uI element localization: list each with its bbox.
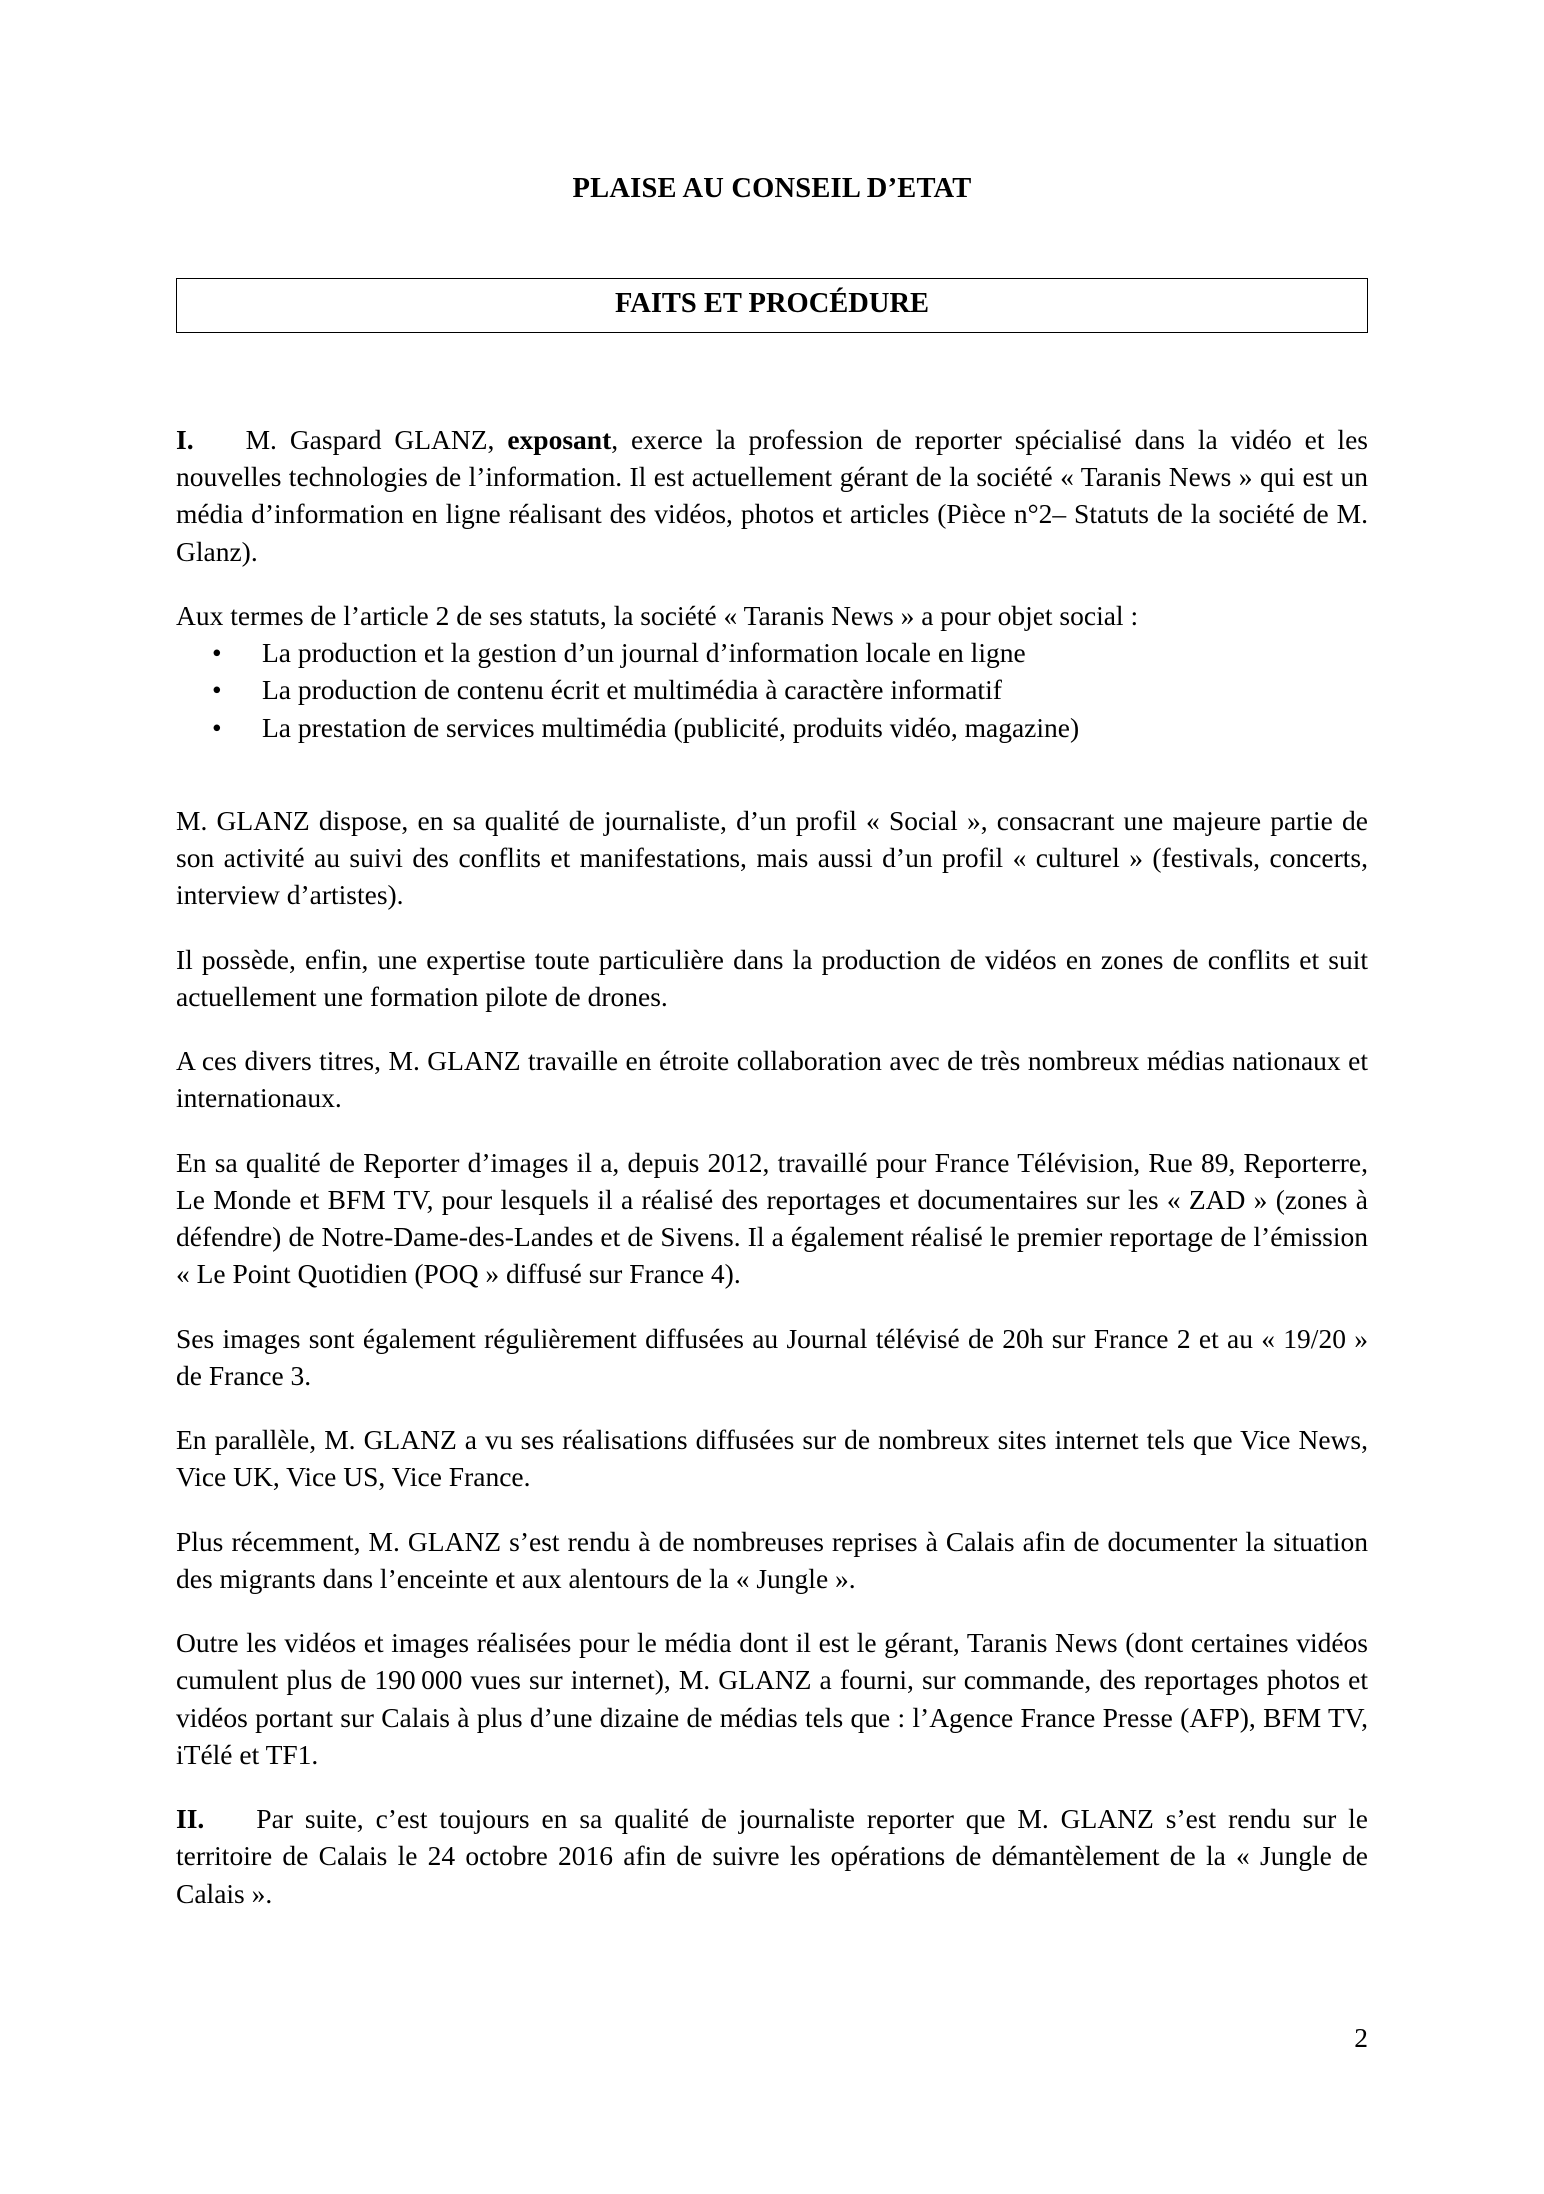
paragraph-sites-internet: En parallèle, M. GLANZ a vu ses réalisations diffusées sur de nombreux sites internet tels que Vice News, Vice UK, Vice US, Vice France. <box>176 1424 1368 1493</box>
list-item-label: La prestation de services multimédia (publicité, produits vidéo, magazine) <box>262 711 1080 743</box>
bullet-icon: • <box>212 711 222 743</box>
objet-social-list <box>176 634 1368 746</box>
document-body <box>176 0 1368 1912</box>
paragraph-calais: Plus récemment, M. GLANZ s’est rendu à de nombreuses reprises à Calais afin de documenter la situation des migrants dans l’enceinte et aux alentours de la « Jungle ». <box>176 1525 1368 1594</box>
list-item <box>176 709 1368 746</box>
section-one-rest: , exerce la profession de reporter spécialisé dans la vidéo et les nouvelles technologies de l’information. Il est actuellement gérant de la société « Taranis News » qui est un média d’information en ligne réalisant des vidéos, photos et articles (Pièce n°2– Statuts de la société de M. Glanz). <box>176 423 1368 567</box>
paragraph-profil: M. GLANZ dispose, en sa qualité de journaliste, d’un profil « Social », consacrant une majeure partie de son activité au suivi des conflits et manifestations, mais aussi d’un profil « culturel » (festivals, concerts, interview d’artistes). <box>176 804 1368 911</box>
bullet-icon: • <box>212 637 222 669</box>
paragraph-medias: Outre les vidéos et images réalisées pour le média dont il est le gérant, Taranis News (dont certaines vidéos cumulent plus de 190 000 vues sur internet), M. GLANZ a fourni, sur commande, des reportages photos et vidéos portant sur Calais à plus d’une dizaine de médias tels que : l’Agence France Presse (AFP), BFM TV, iTélé et TF1. <box>176 1627 1368 1770</box>
list-item <box>176 634 1368 671</box>
list-item <box>176 671 1368 708</box>
paragraph-reporter-images: En sa qualité de Reporter d’images il a, depuis 2012, travaillé pour France Télévision, Rue 89, Reporterre, Le Monde et BFM TV, pour lesquels il a réalisé des reportages et documentaires sur les « ZAD » (zones à défendre) de Notre-Dame-des-Landes et de Sivens. Il a également réalisé le premier reportage de l’émission « Le Point Quotidien (POQ » diffusé sur France 4). <box>176 1146 1368 1290</box>
page-number: 2 <box>1354 2022 1368 2053</box>
paragraph-collaboration: A ces divers titres, M. GLANZ travaille en étroite collaboration avec de très nombreux médias nationaux et internationaux. <box>176 1045 1368 1114</box>
exposant-emphasis: exposant <box>507 423 612 455</box>
section-number-one: I. <box>176 423 194 455</box>
section-heading-text: FAITS ET PROCÉDURE <box>614 288 930 320</box>
section-one-opening: M. Gaspard GLANZ, <box>245 423 508 455</box>
paragraph-section-one <box>176 421 1368 570</box>
paragraph-statuts-intro: Aux termes de l’article 2 de ses statuts, la société « Taranis News » a pour objet social : <box>176 599 1139 631</box>
list-item-label: La production et la gestion d’un journal d’information locale en ligne <box>262 637 1026 669</box>
paragraph-journal-televise: Ses images sont également régulièrement diffusées au Journal télévisé de 20h sur France 2 et au « 19/20 » de France 3. <box>176 1322 1368 1391</box>
list-item-label: La production de contenu écrit et multimédia à caractère informatif <box>262 674 1002 706</box>
section-two-text: Par suite, c’est toujours en sa qualité de journaliste reporter que M. GLANZ s’est rendu sur le territoire de Calais le 24 octobre 2016 afin de suivre les opérations de démantèlement de la « Jungle de Calais ». <box>176 1803 1368 1909</box>
section-heading-box <box>176 278 1368 333</box>
bullet-icon: • <box>212 674 222 706</box>
page-title: PLAISE AU CONSEIL D’ETAT <box>572 173 972 204</box>
paragraph-section-two <box>176 1800 1368 1912</box>
section-number-two: II. <box>176 1803 205 1835</box>
paragraph-expertise: Il possède, enfin, une expertise toute particulière dans la production de vidéos en zones de conflits et suit actuellement une formation pilote de drones. <box>176 943 1368 1012</box>
